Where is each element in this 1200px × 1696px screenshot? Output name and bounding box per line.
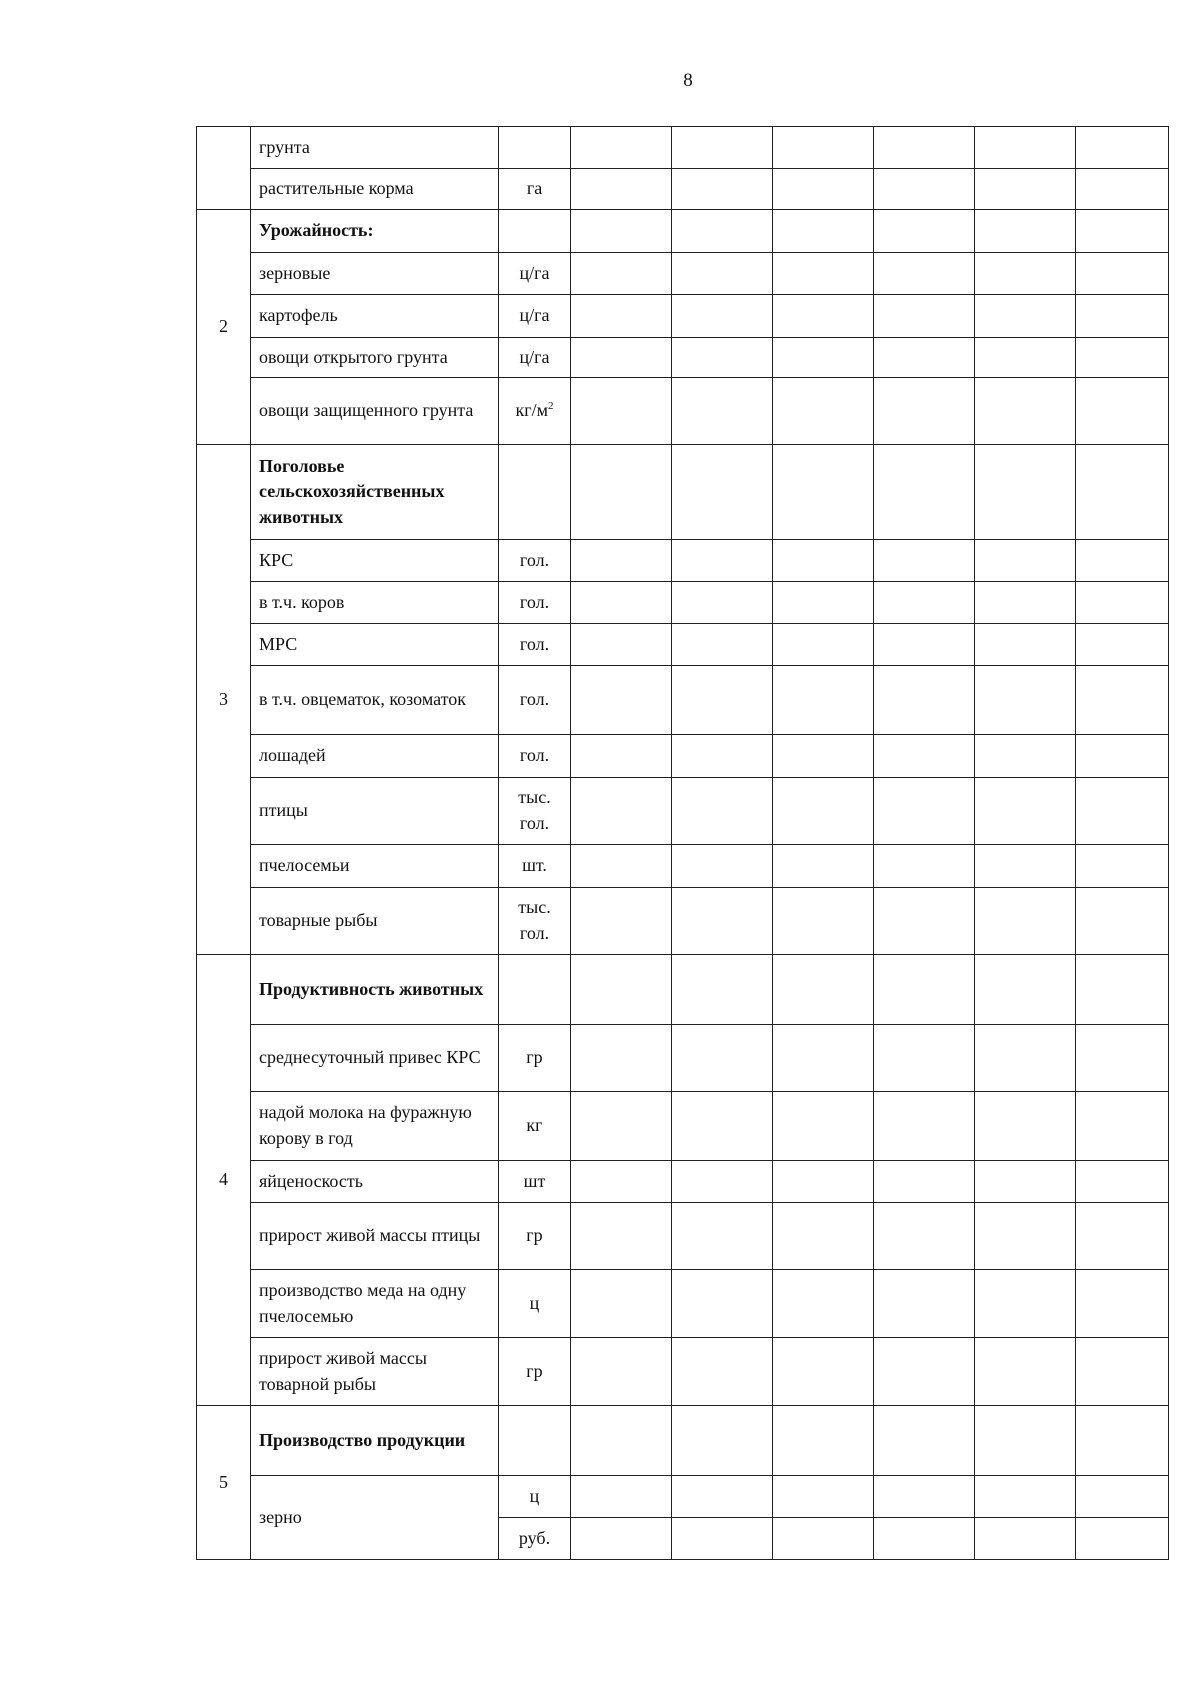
unit-cell (499, 1476, 571, 1518)
unit-cell (499, 845, 571, 888)
unit-cell (499, 778, 571, 845)
value-cell (571, 338, 672, 378)
value-cell (1076, 888, 1169, 955)
value-cell (773, 253, 874, 295)
value-cell (874, 582, 975, 624)
value-cell (874, 1161, 975, 1203)
table-row (197, 1476, 1169, 1518)
value-cell (773, 1338, 874, 1406)
section-number: 5 (197, 1406, 251, 1560)
value-cell (1076, 582, 1169, 624)
value-cell (672, 295, 773, 338)
value-cell (773, 888, 874, 955)
section-heading: Поголовье сельскохозяйственных животных (251, 445, 499, 540)
section-number: 2 (197, 210, 251, 445)
value-cell (1076, 210, 1169, 253)
unit-cell (499, 295, 571, 338)
value-cell (672, 1270, 773, 1338)
value-cell (571, 624, 672, 666)
unit-cell (499, 127, 571, 169)
indicator-label: прирост живой массы товарной рыбы (251, 1338, 499, 1406)
value-cell (874, 1270, 975, 1338)
value-cell (874, 1476, 975, 1518)
indicator-label: овощи открытого грунта (251, 338, 499, 378)
table-row (197, 1270, 1169, 1338)
value-cell (975, 1025, 1076, 1092)
value-cell (975, 295, 1076, 338)
value-cell (975, 955, 1076, 1025)
value-cell (672, 888, 773, 955)
value-cell (975, 888, 1076, 955)
value-cell (1076, 1092, 1169, 1161)
value-cell (571, 888, 672, 955)
unit-label: тыс. гол. (518, 787, 551, 833)
unit-cell (499, 1025, 571, 1092)
value-cell (1076, 666, 1169, 735)
value-cell (773, 1161, 874, 1203)
table-row (197, 582, 1169, 624)
unit-label: кг/м (515, 400, 549, 421)
value-cell (975, 1338, 1076, 1406)
table-row (197, 666, 1169, 735)
value-cell (773, 338, 874, 378)
value-cell (975, 378, 1076, 445)
value-cell (571, 1406, 672, 1476)
value-cell (1076, 735, 1169, 778)
unit-cell (499, 735, 571, 778)
value-cell (773, 582, 874, 624)
value-cell (571, 253, 672, 295)
table-row (197, 1092, 1169, 1161)
value-cell (773, 540, 874, 582)
indicator-label: зерновые (251, 253, 499, 295)
unit-cell (499, 1338, 571, 1406)
value-cell (571, 540, 672, 582)
unit-label: ц/га (519, 305, 550, 326)
unit-cell (499, 1161, 571, 1203)
value-cell (773, 1270, 874, 1338)
value-cell (672, 253, 773, 295)
unit-cell (499, 1203, 571, 1270)
value-cell (975, 845, 1076, 888)
value-cell (874, 1518, 975, 1560)
value-cell (1076, 295, 1169, 338)
unit-cell (499, 1092, 571, 1161)
table-row (197, 127, 1169, 169)
unit-label: ц/га (519, 262, 550, 283)
value-cell (874, 955, 975, 1025)
unit-label: гр (526, 1225, 543, 1246)
value-cell (773, 735, 874, 778)
value-cell (571, 127, 672, 169)
unit-cell (499, 445, 571, 540)
value-cell (874, 253, 975, 295)
unit-cell (499, 582, 571, 624)
value-cell (571, 955, 672, 1025)
unit-label: руб. (518, 1527, 551, 1548)
indicator-table (196, 126, 1169, 1560)
indicator-label: среднесуточный привес КРС (251, 1025, 499, 1092)
table-row (197, 1203, 1169, 1270)
value-cell (672, 1338, 773, 1406)
value-cell (1076, 1406, 1169, 1476)
value-cell (1076, 540, 1169, 582)
value-cell (672, 1476, 773, 1518)
value-cell (773, 378, 874, 445)
section-heading: Производство продукции (251, 1406, 499, 1476)
unit-cell (499, 253, 571, 295)
value-cell (975, 778, 1076, 845)
value-cell (773, 1518, 874, 1560)
value-cell (975, 1161, 1076, 1203)
indicator-label: зерно (251, 1476, 499, 1560)
indicator-label: в т.ч. коров (251, 582, 499, 624)
value-cell (874, 735, 975, 778)
value-cell (773, 1406, 874, 1476)
indicator-label: пчелосемьи (251, 845, 499, 888)
table-row (197, 1025, 1169, 1092)
table-row (197, 378, 1169, 445)
value-cell (975, 1092, 1076, 1161)
value-cell (874, 888, 975, 955)
value-cell (672, 582, 773, 624)
value-cell (571, 1518, 672, 1560)
section-number: 4 (197, 955, 251, 1406)
value-cell (975, 210, 1076, 253)
table-row (197, 445, 1169, 540)
value-cell (672, 624, 773, 666)
section-heading: Урожайность: (251, 210, 499, 253)
unit-cell (499, 1518, 571, 1560)
indicator-label: товарные рыбы (251, 888, 499, 955)
value-cell (1076, 253, 1169, 295)
table-row (197, 1406, 1169, 1476)
value-cell (1076, 169, 1169, 210)
table-row (197, 955, 1169, 1025)
section-number (197, 127, 251, 210)
value-cell (874, 1338, 975, 1406)
value-cell (571, 378, 672, 445)
value-cell (571, 1161, 672, 1203)
unit-label: гр (526, 1360, 543, 1381)
value-cell (773, 169, 874, 210)
indicator-label: МРС (251, 624, 499, 666)
table-row (197, 1161, 1169, 1203)
unit-label: тыс. гол. (518, 897, 551, 943)
value-cell (975, 253, 1076, 295)
value-cell (672, 445, 773, 540)
value-cell (571, 666, 672, 735)
value-cell (975, 1203, 1076, 1270)
value-cell (672, 845, 773, 888)
value-cell (672, 338, 773, 378)
table-row (197, 540, 1169, 582)
indicator-label: растительные корма (251, 169, 499, 210)
value-cell (874, 127, 975, 169)
value-cell (874, 378, 975, 445)
value-cell (874, 666, 975, 735)
value-cell (672, 1161, 773, 1203)
value-cell (571, 1270, 672, 1338)
value-cell (975, 735, 1076, 778)
value-cell (975, 1476, 1076, 1518)
unit-cell (499, 666, 571, 735)
value-cell (975, 582, 1076, 624)
value-cell (773, 955, 874, 1025)
unit-cell (499, 338, 571, 378)
value-cell (672, 955, 773, 1025)
value-cell (874, 338, 975, 378)
value-cell (773, 295, 874, 338)
value-cell (773, 445, 874, 540)
unit-superscript: 2 (548, 400, 554, 413)
unit-label: гол. (519, 549, 550, 570)
value-cell (773, 210, 874, 253)
unit-cell (499, 955, 571, 1025)
value-cell (571, 445, 672, 540)
table-row (197, 624, 1169, 666)
table-row (197, 735, 1169, 778)
value-cell (672, 540, 773, 582)
value-cell (874, 1025, 975, 1092)
unit-label: кг (526, 1115, 543, 1136)
value-cell (672, 169, 773, 210)
value-cell (571, 845, 672, 888)
value-cell (874, 624, 975, 666)
value-cell (773, 845, 874, 888)
page-number: 8 (683, 70, 693, 91)
value-cell (1076, 1338, 1169, 1406)
value-cell (571, 210, 672, 253)
value-cell (975, 169, 1076, 210)
unit-cell (499, 888, 571, 955)
table-row (197, 845, 1169, 888)
section-number: 3 (197, 445, 251, 955)
unit-label: шт. (522, 855, 547, 876)
unit-label: ц (529, 1292, 540, 1313)
unit-cell (499, 378, 571, 445)
value-cell (874, 1406, 975, 1476)
value-cell (773, 1092, 874, 1161)
value-cell (773, 778, 874, 845)
unit-cell (499, 1270, 571, 1338)
value-cell (773, 1025, 874, 1092)
value-cell (571, 778, 672, 845)
value-cell (1076, 845, 1169, 888)
indicator-label: грунта (251, 127, 499, 169)
value-cell (773, 127, 874, 169)
indicator-label: птицы (251, 778, 499, 845)
value-cell (672, 666, 773, 735)
indicator-label: производство меда на одну пчелосемью (251, 1270, 499, 1338)
table-row (197, 253, 1169, 295)
value-cell (874, 1203, 975, 1270)
value-cell (975, 666, 1076, 735)
value-cell (1076, 127, 1169, 169)
unit-label: гол. (519, 591, 550, 612)
value-cell (874, 169, 975, 210)
value-cell (975, 1406, 1076, 1476)
unit-label: гол. (519, 745, 550, 766)
value-cell (571, 1338, 672, 1406)
value-cell (571, 582, 672, 624)
value-cell (571, 169, 672, 210)
table-row (197, 888, 1169, 955)
unit-cell (499, 169, 571, 210)
value-cell (975, 1518, 1076, 1560)
value-cell (773, 624, 874, 666)
unit-label: гр (526, 1047, 543, 1068)
value-cell (773, 1476, 874, 1518)
value-cell (571, 735, 672, 778)
indicator-label: надой молока на фуражную корову в год (251, 1092, 499, 1161)
indicator-label: яйценоскость (251, 1161, 499, 1203)
value-cell (672, 210, 773, 253)
value-cell (672, 735, 773, 778)
value-cell (975, 338, 1076, 378)
value-cell (672, 1518, 773, 1560)
unit-cell (499, 540, 571, 582)
indicator-label: овощи защищенного грунта (251, 378, 499, 445)
value-cell (975, 127, 1076, 169)
value-cell (672, 1203, 773, 1270)
value-cell (571, 1025, 672, 1092)
value-cell (874, 1092, 975, 1161)
unit-label: гол. (519, 633, 550, 654)
value-cell (672, 778, 773, 845)
unit-label: ц/га (519, 346, 550, 367)
value-cell (571, 1203, 672, 1270)
value-cell (571, 295, 672, 338)
value-cell (975, 540, 1076, 582)
value-cell (975, 624, 1076, 666)
unit-label: шт (523, 1170, 546, 1191)
value-cell (874, 445, 975, 540)
value-cell (874, 295, 975, 338)
table-row (197, 295, 1169, 338)
value-cell (1076, 445, 1169, 540)
value-cell (1076, 955, 1169, 1025)
table-row (197, 778, 1169, 845)
indicator-label: в т.ч. овцематок, козоматок (251, 666, 499, 735)
value-cell (874, 845, 975, 888)
indicator-label: прирост живой массы птицы (251, 1203, 499, 1270)
value-cell (1076, 338, 1169, 378)
indicator-label: лошадей (251, 735, 499, 778)
value-cell (975, 1270, 1076, 1338)
value-cell (874, 210, 975, 253)
value-cell (571, 1476, 672, 1518)
value-cell (874, 540, 975, 582)
value-cell (975, 445, 1076, 540)
unit-cell (499, 1406, 571, 1476)
value-cell (773, 1203, 874, 1270)
section-heading: Продуктивность животных (251, 955, 499, 1025)
table-row (197, 338, 1169, 378)
indicator-label: картофель (251, 295, 499, 338)
table-row (197, 210, 1169, 253)
value-cell (1076, 1476, 1169, 1518)
value-cell (672, 1406, 773, 1476)
value-cell (1076, 1270, 1169, 1338)
value-cell (672, 378, 773, 445)
unit-label: гол. (519, 689, 550, 710)
value-cell (1076, 1203, 1169, 1270)
value-cell (1076, 778, 1169, 845)
value-cell (672, 127, 773, 169)
value-cell (672, 1025, 773, 1092)
unit-cell (499, 210, 571, 253)
table-row (197, 169, 1169, 210)
unit-label: га (526, 178, 543, 199)
unit-label: ц (529, 1485, 540, 1506)
indicator-label: КРС (251, 540, 499, 582)
value-cell (1076, 1025, 1169, 1092)
value-cell (874, 778, 975, 845)
unit-cell (499, 624, 571, 666)
value-cell (672, 1092, 773, 1161)
value-cell (773, 666, 874, 735)
value-cell (1076, 1518, 1169, 1560)
value-cell (1076, 378, 1169, 445)
value-cell (1076, 1161, 1169, 1203)
value-cell (571, 1092, 672, 1161)
table-row (197, 1338, 1169, 1406)
value-cell (1076, 624, 1169, 666)
